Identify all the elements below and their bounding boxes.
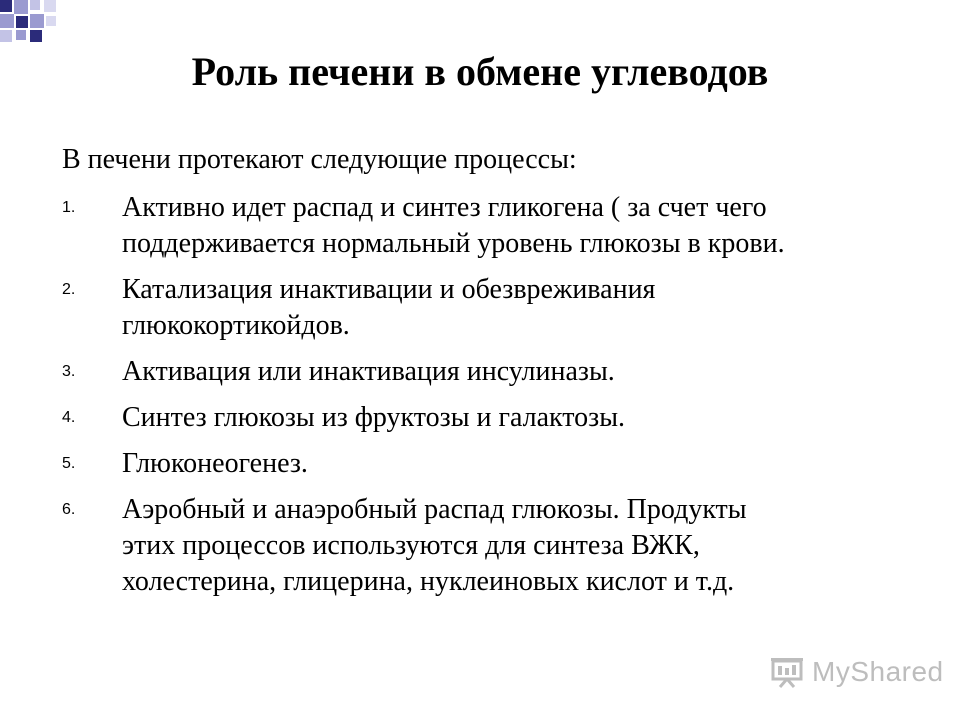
list-item-line: Глюконеогенез. xyxy=(122,448,308,479)
slide-intro: В печени протекают следующие процессы: xyxy=(62,144,577,175)
list-item-number: 4. xyxy=(62,409,76,426)
list-item-line: Аэробный и анаэробный распад глюкозы. Продукты xyxy=(122,494,747,525)
list-item xyxy=(62,354,922,390)
list-item-number: 5. xyxy=(62,455,76,472)
watermark-logo xyxy=(768,654,944,690)
list-item-number: 2. xyxy=(62,281,76,298)
list-item xyxy=(62,272,922,344)
list-item-number: 6. xyxy=(62,501,76,518)
list-item xyxy=(62,190,922,262)
list-item-line: Катализация инактивации и обезвреживания xyxy=(122,274,656,305)
list-item-line: холестерина, глицерина, нуклеиновых кислот и т.д. xyxy=(122,566,735,597)
list-item xyxy=(62,400,922,436)
list-item-line: поддерживается нормальный уровень глюкозы в крови. xyxy=(122,228,785,259)
list-item xyxy=(62,492,922,600)
list-item xyxy=(62,446,922,482)
process-list xyxy=(62,190,922,610)
list-item-number: 3. xyxy=(62,363,76,380)
list-item-line: Активация или инактивация инсулиназы. xyxy=(122,356,615,387)
list-item-line: этих процессов используются для синтеза ВЖК, xyxy=(122,530,700,561)
watermark-text: MyShared xyxy=(812,656,944,687)
projector-screen-icon xyxy=(768,656,806,688)
slide-title: Роль печени в обмене углеводов xyxy=(191,49,769,94)
list-item-line: глюкокортикойдов. xyxy=(122,310,350,341)
list-item-line: Активно идет распад и синтез гликогена ( за счет чего xyxy=(122,192,767,223)
list-item-line: Синтез глюкозы из фруктозы и галактозы. xyxy=(122,402,626,433)
list-item-number: 1. xyxy=(62,199,76,216)
